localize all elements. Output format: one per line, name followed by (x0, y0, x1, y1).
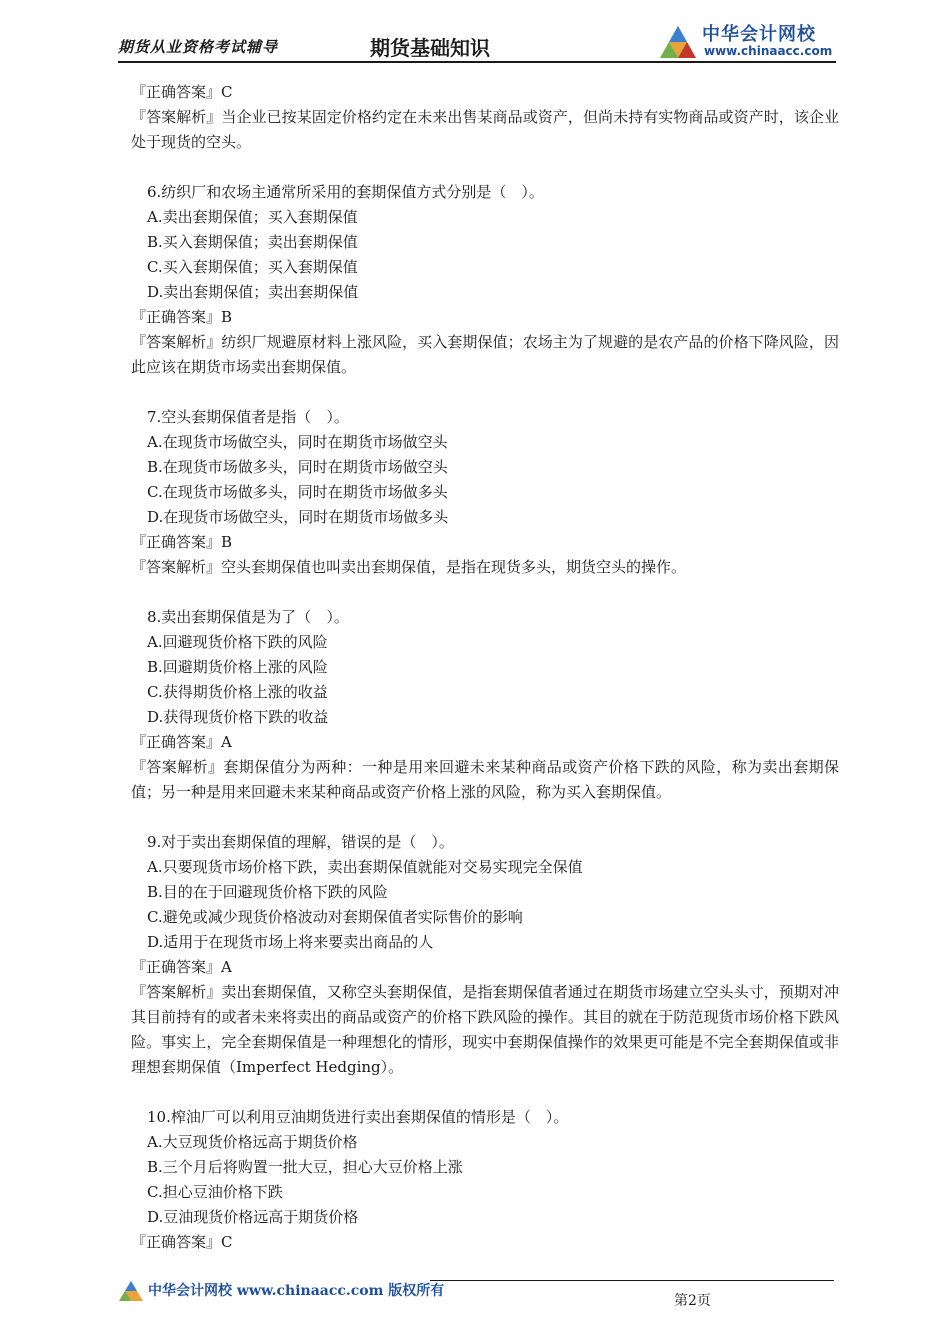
question-stem: 8.卖出套期保值是为了（ ）。 (147, 608, 349, 626)
option-item: C.买入套期保值；买入套期保值 (147, 258, 358, 276)
option-item: C.在现货市场做多头，同时在期货市场做多头 (147, 483, 448, 501)
header-left-title: 期货从业资格考试辅导 (118, 38, 279, 56)
question-stem: 9.对于卖出套期保值的理解，错误的是（ ）。 (147, 833, 454, 851)
spacer (131, 155, 839, 180)
option-item: D.适用于在现货市场上将来要卖出商品的人 (147, 933, 434, 951)
option-item: A.大豆现货价格远高于期货价格 (147, 1133, 358, 1151)
option-item: A.卖出套期保值；买入套期保值 (147, 208, 358, 226)
header-rule (118, 61, 836, 63)
option-item: A.在现货市场做空头，同时在期货市场做空头 (147, 433, 448, 451)
footer-rule (430, 1280, 834, 1281)
option-item: D.卖出套期保值；卖出套期保值 (147, 283, 359, 301)
option-item: B.三个月后将购置一批大豆，担心大豆价格上涨 (147, 1158, 463, 1176)
analysis-paragraph: 『答案解析』纺织厂规避原材料上涨风险，买入套期保值；农场主为了规避的是农产品的价格下降风险，因此应该在期货市场卖出套期保值。 (131, 333, 839, 376)
page-header (118, 18, 836, 62)
spacer (131, 380, 839, 405)
option-item: D.豆油现货价格远高于期货价格 (147, 1208, 359, 1226)
spacer (131, 1080, 839, 1105)
document-body (131, 80, 839, 1255)
footer-brand[interactable] (118, 1280, 444, 1302)
footer-brand-text: 中华会计网校 www.chinaacc.com 版权所有 (148, 1283, 445, 1299)
answer-line: 『答案解析』空头套期保值也叫卖出套期保值，是指在现货多头，期货空头的操作。 (131, 558, 687, 576)
page-number: 第2页 (674, 1293, 711, 1309)
spacer (131, 580, 839, 605)
option-item: C.担心豆油价格下跌 (147, 1183, 283, 1201)
question-stem: 10.榨油厂可以利用豆油期货进行卖出套期保值的情形是（ ）。 (147, 1108, 569, 1126)
question-stem: 6.纺织厂和农场主通常所采用的套期保值方式分别是（ ）。 (147, 183, 544, 201)
answer-line: 『正确答案』B (131, 308, 233, 326)
logo-name: 中华会计网校 (702, 24, 816, 45)
answer-line: 『正确答案』A (131, 958, 232, 976)
answer-line: 『正确答案』B (131, 533, 233, 551)
option-item: D.获得现货价格下跌的收益 (147, 708, 329, 726)
option-item: B.目的在于回避现货价格下跌的风险 (147, 883, 388, 901)
analysis-paragraph: 『答案解析』套期保值分为两种：一种是用来回避未来某种商品或资产价格下跌的风险，称为卖出套期保值；另一种是用来回避未来某种商品或资产价格上涨的风险，称为买入套期保值。 (131, 758, 839, 801)
header-center-title: 期货基础知识 (370, 36, 490, 60)
option-item: B.在现货市场做多头，同时在期货市场做空头 (147, 458, 448, 476)
option-item: C.获得期货价格上涨的收益 (147, 683, 328, 701)
footer-logo-icon (118, 1280, 144, 1302)
question-stem: 7.空头套期保值者是指（ ）。 (147, 408, 349, 426)
answer-line: 『正确答案』C (131, 83, 233, 101)
analysis-paragraph: 『答案解析』当企业已按某固定价格约定在未来出售某商品或资产，但尚未持有实物商品或资产时，该企业处于现货的空头。 (131, 108, 839, 151)
answer-line: 『正确答案』C (131, 1233, 233, 1251)
option-item: A.只要现货市场价格下跌，卖出套期保值就能对交易实现完全保值 (147, 858, 583, 876)
logo-url: www.chinaacc.com (704, 44, 833, 58)
option-item: D.在现货市场做空头，同时在期货市场做多头 (147, 508, 449, 526)
answer-line: 『正确答案』A (131, 733, 232, 751)
option-item: B.回避期货价格上涨的风险 (147, 658, 328, 676)
spacer (131, 805, 839, 830)
option-item: C.避免或减少现货价格波动对套期保值者实际售价的影响 (147, 908, 523, 926)
logo-triangle-icon (658, 24, 698, 60)
analysis-paragraph: 『答案解析』卖出套期保值，又称空头套期保值，是指套期保值者通过在期货市场建立空头头寸，预期对冲其目前持有的或者未来将卖出的商品或资产的价格下跌风险的操作。其目的就在于防范现货市场价格下跌风险。事实上，完全套期保值是一种理想化的情形，现实中套期保值操作的效果更可能是不完全套期保值或非理想套期保值（Imperfect Hedging）。 (131, 983, 839, 1076)
page-footer (118, 1276, 834, 1312)
site-logo[interactable] (658, 18, 836, 62)
option-item: A.回避现货价格下跌的风险 (147, 633, 328, 651)
option-item: B.买入套期保值；卖出套期保值 (147, 233, 358, 251)
